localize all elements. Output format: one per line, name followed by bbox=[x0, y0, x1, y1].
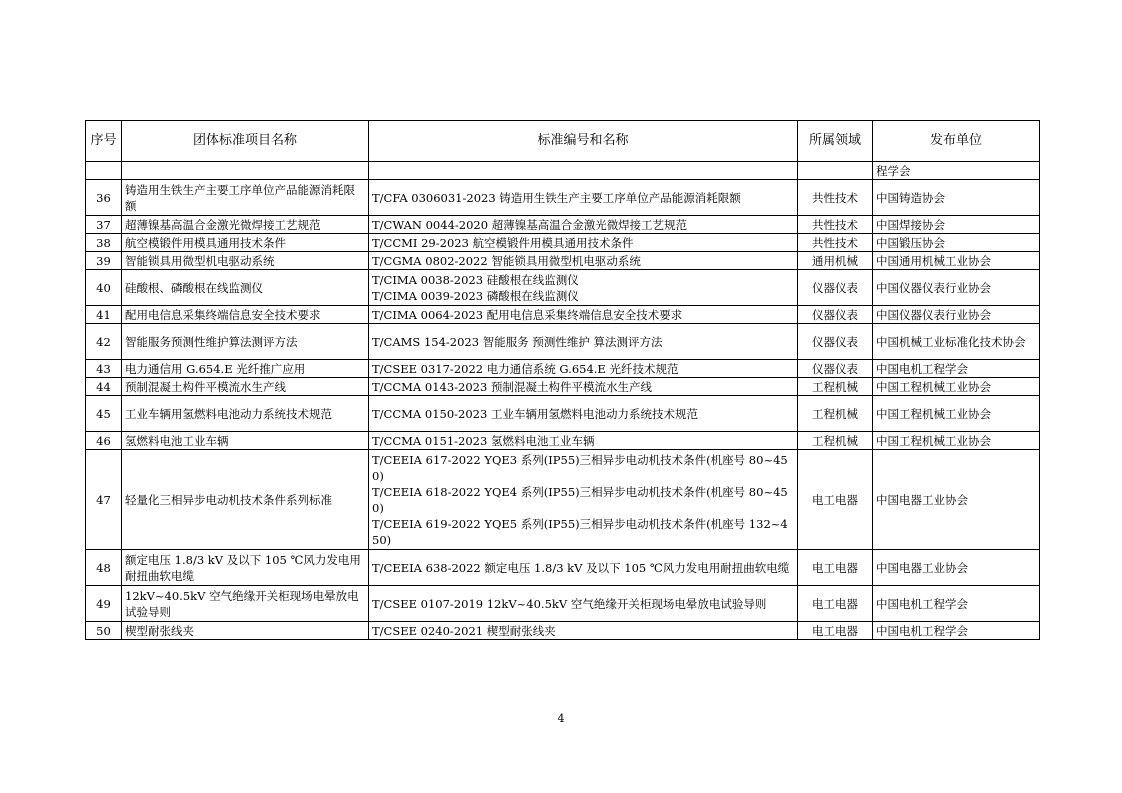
cell-no: 36 bbox=[86, 180, 122, 216]
cell-code bbox=[369, 324, 798, 360]
cell-project bbox=[122, 162, 369, 180]
cell-field: 电工电器 bbox=[798, 550, 873, 586]
cell-field: 电工电器 bbox=[798, 450, 873, 550]
cell-project: 额定电压 1.8/3 kV 及以下 105 ℃风力发电用耐扭曲软电缆 bbox=[122, 550, 369, 586]
cell-publisher: 中国电器工业协会 bbox=[873, 450, 1040, 550]
table-row bbox=[86, 360, 1040, 378]
cell-code bbox=[369, 270, 798, 306]
cell-field: 工程机械 bbox=[798, 378, 873, 396]
cell-no: 46 bbox=[86, 432, 122, 450]
cell-code bbox=[369, 306, 798, 324]
table-row bbox=[86, 180, 1040, 216]
cell-field bbox=[798, 162, 873, 180]
table-row bbox=[86, 622, 1040, 640]
cell-project: 预制混凝土构件平模流水生产线 bbox=[122, 378, 369, 396]
cell-publisher: 中国工程机械工业协会 bbox=[873, 396, 1040, 432]
standard-code-line: T/CEEIA 638-2022 额定电压 1.8/3 kV 及以下 105 ℃风力发电用耐扭曲软电缆 bbox=[372, 560, 790, 575]
cell-field: 仪器仪表 bbox=[798, 306, 873, 324]
cell-no bbox=[86, 162, 122, 180]
cell-no: 43 bbox=[86, 360, 122, 378]
cell-no: 39 bbox=[86, 252, 122, 270]
cell-field: 电工电器 bbox=[798, 586, 873, 622]
cell-publisher: 中国仪器仪表行业协会 bbox=[873, 270, 1040, 306]
cell-publisher: 中国工程机械工业协会 bbox=[873, 432, 1040, 450]
cell-code bbox=[369, 216, 798, 234]
cell-publisher: 中国焊接协会 bbox=[873, 216, 1040, 234]
cell-field: 共性技术 bbox=[798, 234, 873, 252]
table-row bbox=[86, 396, 1040, 432]
cell-code bbox=[369, 432, 798, 450]
cell-project: 工业车辆用氢燃料电池动力系统技术规范 bbox=[122, 396, 369, 432]
cell-code bbox=[369, 396, 798, 432]
cell-no: 48 bbox=[86, 550, 122, 586]
cell-field: 仪器仪表 bbox=[798, 324, 873, 360]
cell-no: 37 bbox=[86, 216, 122, 234]
cell-project: 智能服务预测性维护算法测评方法 bbox=[122, 324, 369, 360]
cell-publisher: 程学会 bbox=[873, 162, 1040, 180]
cell-code bbox=[369, 586, 798, 622]
standard-code-line: T/CAMS 154-2023 智能服务 预测性维护 算法测评方法 bbox=[372, 334, 663, 349]
cell-field: 共性技术 bbox=[798, 180, 873, 216]
cell-publisher: 中国电机工程学会 bbox=[873, 622, 1040, 640]
cell-no: 50 bbox=[86, 622, 122, 640]
cell-field: 仪器仪表 bbox=[798, 360, 873, 378]
standard-code-line: T/CFA 0306031-2023 铸造用生铁生产主要工序单位产品能源消耗限额 bbox=[372, 190, 741, 205]
header-no: 序号 bbox=[86, 121, 122, 162]
standard-code-line: T/CIMA 0039-2023 磷酸根在线监测仪 bbox=[372, 288, 579, 303]
cell-publisher: 中国铸造协会 bbox=[873, 180, 1040, 216]
standard-code-line: T/CIMA 0064-2023 配用电信息采集终端信息安全技术要求 bbox=[372, 307, 683, 322]
cell-code bbox=[369, 162, 798, 180]
cell-code bbox=[369, 252, 798, 270]
cell-no: 47 bbox=[86, 450, 122, 550]
table-header-row bbox=[86, 121, 1040, 162]
cell-no: 41 bbox=[86, 306, 122, 324]
cell-project: 配用电信息采集终端信息安全技术要求 bbox=[122, 306, 369, 324]
cell-no: 44 bbox=[86, 378, 122, 396]
cell-field: 电工电器 bbox=[798, 622, 873, 640]
cell-publisher: 中国通用机械工业协会 bbox=[873, 252, 1040, 270]
standard-code-line: T/CSEE 0317-2022 电力通信系统 G.654.E 光纤技术规范 bbox=[372, 361, 679, 376]
cell-no: 45 bbox=[86, 396, 122, 432]
standard-code-line: T/CGMA 0802-2022 智能锁具用微型机电驱动系统 bbox=[372, 253, 641, 268]
cell-field: 通用机械 bbox=[798, 252, 873, 270]
cell-code bbox=[369, 378, 798, 396]
cell-publisher: 中国电器工业协会 bbox=[873, 550, 1040, 586]
cell-code bbox=[369, 234, 798, 252]
cell-field: 仪器仪表 bbox=[798, 270, 873, 306]
cell-code bbox=[369, 180, 798, 216]
cell-no: 49 bbox=[86, 586, 122, 622]
table-row bbox=[86, 378, 1040, 396]
standard-code-line: T/CSEE 0240-2021 楔型耐张线夹 bbox=[372, 623, 556, 638]
cell-field: 共性技术 bbox=[798, 216, 873, 234]
table-row bbox=[86, 586, 1040, 622]
cell-no: 42 bbox=[86, 324, 122, 360]
header-standard-code: 标准编号和名称 bbox=[369, 121, 798, 162]
table-row bbox=[86, 216, 1040, 234]
cell-project: 航空模锻件用模具通用技术条件 bbox=[122, 234, 369, 252]
cell-field: 工程机械 bbox=[798, 432, 873, 450]
cell-publisher: 中国电机工程学会 bbox=[873, 360, 1040, 378]
cell-publisher: 中国电机工程学会 bbox=[873, 586, 1040, 622]
cell-project: 电力通信用 G.654.E 光纤推广应用 bbox=[122, 360, 369, 378]
cell-field: 工程机械 bbox=[798, 396, 873, 432]
standard-code-line: T/CCMA 0150-2023 工业车辆用氢燃料电池动力系统技术规范 bbox=[372, 406, 698, 421]
table-row bbox=[86, 450, 1040, 550]
table-row bbox=[86, 432, 1040, 450]
page-number: 4 bbox=[557, 712, 565, 725]
header-publisher: 发布单位 bbox=[873, 121, 1040, 162]
standard-code-line: T/CIMA 0038-2023 硅酸根在线监测仪 bbox=[372, 272, 579, 287]
standard-code-line: T/CEEIA 618-2022 YQE4 系列(IP55)三相异步电动机技术条件(机座号 80~450) bbox=[372, 484, 788, 515]
cell-publisher: 中国机械工业标准化技术协会 bbox=[873, 324, 1040, 360]
cell-code bbox=[369, 360, 798, 378]
table-row bbox=[86, 324, 1040, 360]
cell-publisher: 中国锻压协会 bbox=[873, 234, 1040, 252]
cell-project: 铸造用生铁生产主要工序单位产品能源消耗限额 bbox=[122, 180, 369, 216]
cell-project: 硅酸根、磷酸根在线监测仪 bbox=[122, 270, 369, 306]
standards-table bbox=[85, 120, 1040, 640]
table-row bbox=[86, 252, 1040, 270]
table-row bbox=[86, 234, 1040, 252]
cell-project: 12kV~40.5kV 空气绝缘开关柜现场电晕放电试验导则 bbox=[122, 586, 369, 622]
standard-code-line: T/CCMI 29-2023 航空模锻件用模具通用技术条件 bbox=[372, 235, 634, 250]
standard-code-line: T/CWAN 0044-2020 超薄镍基高温合金激光微焊接工艺规范 bbox=[372, 217, 688, 232]
standard-code-line: T/CEEIA 617-2022 YQE3 系列(IP55)三相异步电动机技术条件(机座号 80~450) bbox=[372, 452, 788, 483]
table-row bbox=[86, 306, 1040, 324]
standard-code-line: T/CSEE 0107-2019 12kV~40.5kV 空气绝缘开关柜现场电晕放电试验导则 bbox=[372, 596, 767, 611]
cell-code bbox=[369, 550, 798, 586]
cell-code bbox=[369, 450, 798, 550]
standard-code-line: T/CEEIA 619-2022 YQE5 系列(IP55)三相异步电动机技术条件(机座号 132~450) bbox=[372, 516, 788, 547]
table-row-continued bbox=[86, 162, 1040, 180]
cell-publisher: 中国工程机械工业协会 bbox=[873, 378, 1040, 396]
cell-project: 智能锁具用微型机电驱动系统 bbox=[122, 252, 369, 270]
cell-project: 轻量化三相异步电动机技术条件系列标准 bbox=[122, 450, 369, 550]
cell-no: 40 bbox=[86, 270, 122, 306]
header-field: 所属领域 bbox=[798, 121, 873, 162]
cell-code bbox=[369, 622, 798, 640]
table-row bbox=[86, 270, 1040, 306]
cell-project: 氢燃料电池工业车辆 bbox=[122, 432, 369, 450]
cell-project: 超薄镍基高温合金激光微焊接工艺规范 bbox=[122, 216, 369, 234]
standard-code-line: T/CCMA 0151-2023 氢燃料电池工业车辆 bbox=[372, 433, 595, 448]
cell-project: 楔型耐张线夹 bbox=[122, 622, 369, 640]
table-row bbox=[86, 550, 1040, 586]
cell-no: 38 bbox=[86, 234, 122, 252]
cell-publisher: 中国仪器仪表行业协会 bbox=[873, 306, 1040, 324]
standard-code-line: T/CCMA 0143-2023 预制混凝土构件平模流水生产线 bbox=[372, 379, 652, 394]
header-project-name: 团体标准项目名称 bbox=[122, 121, 369, 162]
